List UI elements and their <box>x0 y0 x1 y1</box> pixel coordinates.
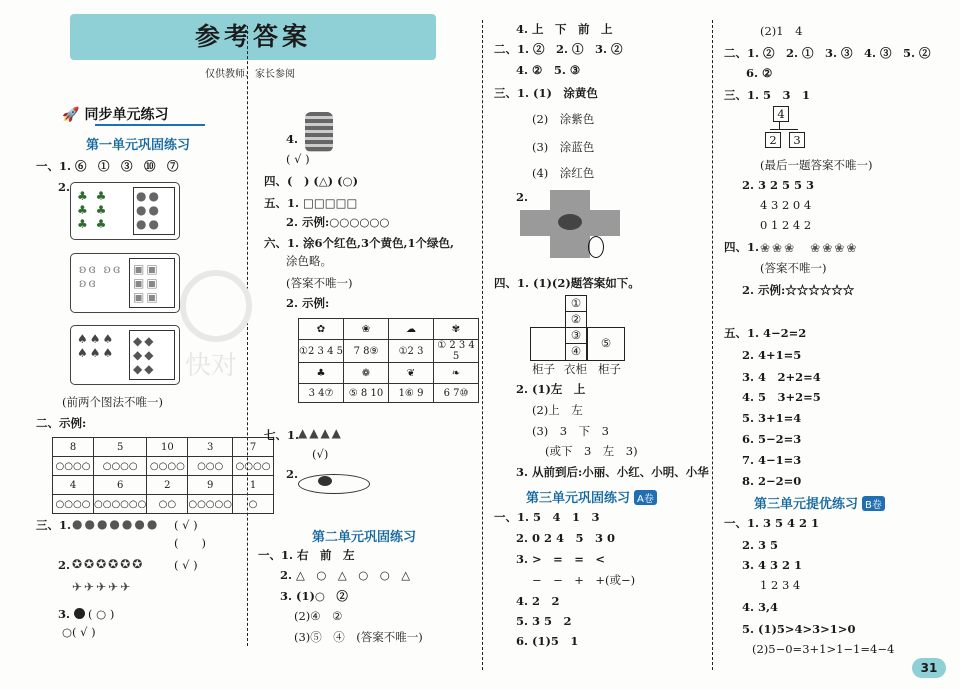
c4-line-16: 5. 3+1=4 <box>742 411 802 425</box>
c3-line-4: 三、1. (1) 涂黄色 <box>494 86 598 100</box>
c4-line-17: 6. 5−2=3 <box>742 432 802 446</box>
q3-1-answer-a: ( √ ) <box>174 518 198 532</box>
c4-line-12: 五、1. 4−2=2 <box>724 326 807 340</box>
q6-1a: 六、1. 涂6个红色,3个黄色,1个绿色, <box>264 236 455 250</box>
q5-2: 2. 示例:○○○○○○ <box>286 215 390 229</box>
page-title: 参考答案 <box>194 22 311 51</box>
u2-1: 一、1. 右 前 左 <box>258 548 355 562</box>
c4-line-13: 2. 4+1=5 <box>742 348 802 362</box>
page-number: 31 <box>912 658 946 678</box>
unit3-heading: 第三单元巩固练习 A卷 <box>526 487 657 506</box>
c4-line-25: 5. (1)5>4>3>1>0 <box>742 622 856 636</box>
dot-icon <box>74 608 85 619</box>
flower-icons: ❀❀❀ ❀❀❀❀ <box>760 241 859 255</box>
c4-line-14: 3. 4 2+2=4 <box>742 370 821 384</box>
q3-1-answer-b: ( ) <box>174 536 206 550</box>
u2-3: 3. (1)○ ② <box>280 589 348 603</box>
q2-label: 二、示例: <box>36 416 87 430</box>
leaf-icons: ▲▲▲▲ <box>298 426 343 440</box>
c4-line-8: 0 1 2 4 2 <box>760 218 812 232</box>
watermark-text: 快对 <box>185 351 238 381</box>
q3-3-answer-a: ( ○ ) <box>88 607 115 621</box>
q3-1: 三、1. <box>36 518 72 532</box>
matching-table: ✿ ❀ ☁ ✾ ①2 3 4 5 7 8⑨ ①2 3 ① 2 3 4 5 ♣ ❁ ❦ ❧ 3 4⑦ ⑤ 8 10 1⑥ 9 6 7⑩ <box>298 318 479 403</box>
c4-line-11: 2. 示例:☆☆☆☆☆☆ <box>742 283 855 297</box>
c4-line-2: 二、1. ② 2. ① 3. ③ 4. ③ 5. ② <box>724 46 931 60</box>
c4-line-15: 4. 5 3+2=5 <box>742 390 821 404</box>
u2-3c: (3)⑤ ④ (答案不唯一) <box>294 630 423 644</box>
fruit-picture: ♠♠♠ ♠♠♠ ◆◆ ◆◆ ◆◆ <box>70 325 180 385</box>
c4-line-3: 6. ② <box>746 66 773 80</box>
c3-line-10: 2. (1)左 上 <box>516 382 586 396</box>
unit3b-heading: 第三单元提优练习 B卷 <box>754 493 885 512</box>
plate-icon <box>298 474 370 494</box>
pineapple-picture: ♣ ♣ ♣ ♣ ♣ ♣ ●● ●● ●● <box>70 182 180 240</box>
c3-line-2: 二、1. ② 2. ① 3. ② <box>494 42 623 56</box>
cabinet-right: ⑤ <box>587 327 625 361</box>
q6-1c: (答案不唯一) <box>286 276 353 290</box>
c4-line-23: 1 2 3 4 <box>760 578 801 592</box>
c4-line-22: 3. 4 3 2 1 <box>742 558 803 572</box>
u2-2: 2. △ ○ △ ○ ○ △ <box>280 568 411 582</box>
q6-2: 2. 示例: <box>286 296 330 310</box>
column-divider <box>482 20 483 670</box>
q3-3: 3. <box>58 607 71 621</box>
u2-3b: (2)④ ② <box>294 609 343 623</box>
c4-line-6: 2. 3 2 5 5 3 <box>742 178 815 192</box>
column-divider <box>247 26 248 646</box>
c4-line-19: 8. 2−2=0 <box>742 474 802 488</box>
coil-icon <box>305 112 333 152</box>
crossroad-picture <box>520 190 620 258</box>
q5-1: 五、1. □□□□□ <box>264 196 358 210</box>
c3-line-1: 4. 上 下 前 上 <box>516 22 613 36</box>
c4-line-24: 4. 3,4 <box>742 600 779 614</box>
q4: 4. <box>286 132 299 146</box>
q4-answer: ( √ ) <box>286 152 310 166</box>
heading-underline <box>95 124 205 126</box>
c3-line-18: − − + +(或−) <box>532 573 636 587</box>
cabinet-label-3: 柜子 <box>598 362 621 376</box>
c4-line-9: 四、1. <box>724 240 760 254</box>
c4-line-10: (答案不唯一) <box>760 261 827 275</box>
q7-1: 七、1. <box>264 428 300 442</box>
unit2-title: 第二单元巩固练习 <box>312 530 417 545</box>
q1-note: (前两个图法不唯一) <box>62 395 163 409</box>
number-tree: 4 2 3 <box>765 106 815 152</box>
c3-line-6: (3) 涂蓝色 <box>532 140 595 154</box>
c4-line-1: (2)1 4 <box>760 24 803 38</box>
c3-line-14: 3. 从前到后:小丽、小红、小明、小华 <box>516 465 709 479</box>
c4-line-4: 三、1. 5 3 1 <box>724 88 811 102</box>
q4b: 四、( ) (△) (○) <box>264 174 359 188</box>
c3-line-11: (2)上 左 <box>532 403 583 417</box>
c4-line-26: (2)5−0=3+1>1−1=4−4 <box>752 642 895 656</box>
q3-2: 2. <box>58 558 71 572</box>
c3-line-12: (3) 3 下 3 <box>532 424 609 438</box>
c3-line-13: (或下 3 左 3) <box>545 444 638 458</box>
c4-line-20: 一、1. 3 5 4 2 1 <box>724 516 820 530</box>
cabinet-column: ① ② ③ ④ <box>565 295 587 361</box>
counting-table: 8 5 10 3 7 ○○○○ ○○○○ ○○○○ ○○○ ○○○○ 4 6 2 9 1 ○○○○ ○○○○○○ ○○ ○○○○○ ○ <box>52 437 274 514</box>
c3-line-15: 一、1. 5 4 1 3 <box>494 510 600 524</box>
c3-line-16: 2. 0 2 4 5 3 0 <box>516 531 616 545</box>
q3-2-answer: ( √ ) <box>174 558 198 572</box>
c3-line-21: 6. (1)5 1 <box>516 634 579 648</box>
apple-icons: ●●●●●●● <box>72 517 160 531</box>
cabinet-label-1: 柜子 <box>532 362 555 376</box>
egg-icon <box>318 476 332 486</box>
unit1-title: 第一单元巩固练习 <box>86 138 191 153</box>
c3-line-20: 5. 3 5 2 <box>516 614 572 628</box>
q7-2: 2. <box>286 467 299 481</box>
q1-1: 一、1. ⑥ ① ③ ⑩ ⑦ <box>36 159 179 173</box>
c4-line-18: 7. 4−1=3 <box>742 453 802 467</box>
c4-line-5: (最后一题答案不唯一) <box>760 158 873 172</box>
section-heading: 🚀 同步单元练习 <box>62 107 169 123</box>
cabinet-left <box>530 327 566 361</box>
c4-line-7: 4 3 2 0 4 <box>760 198 812 212</box>
page-subtitle: 仅供教师、家长参阅 <box>205 69 295 80</box>
c3-line-7: (4) 涂红色 <box>532 166 595 180</box>
animal-icons: ✈✈✈✈✈ <box>72 580 133 594</box>
rabbit-picture: ʚɞ ʚɞ ʚɞ ▣▣ ▣▣ ▣▣ <box>70 253 180 313</box>
q1-2: 2. <box>58 180 71 194</box>
q6-1b: 涂色略。 <box>286 254 332 268</box>
c3-line-9: 四、1. (1)(2)题答案如下。 <box>494 276 640 290</box>
q3-3-answer-b: ○( √ ) <box>62 625 96 639</box>
rocket-icon: 🚀 <box>62 107 80 123</box>
c4-line-21: 2. 3 5 <box>742 538 779 552</box>
c3-line-3: 4. ② 5. ③ <box>516 63 581 77</box>
q7-1-answer: (√) <box>312 447 329 461</box>
c3-line-17: 3. > = = < <box>516 552 606 566</box>
cabinet-label-2: 衣柜 <box>564 362 587 376</box>
panda-icons: ✪✪✪✪✪✪ <box>72 557 145 571</box>
c3-line-5: (2) 涂紫色 <box>532 112 595 126</box>
column-divider <box>712 20 713 670</box>
c3-line-8: 2. <box>516 190 529 204</box>
answer-banner <box>70 14 436 60</box>
watermark-logo <box>180 270 252 342</box>
c3-line-19: 4. 2 2 <box>516 594 560 608</box>
